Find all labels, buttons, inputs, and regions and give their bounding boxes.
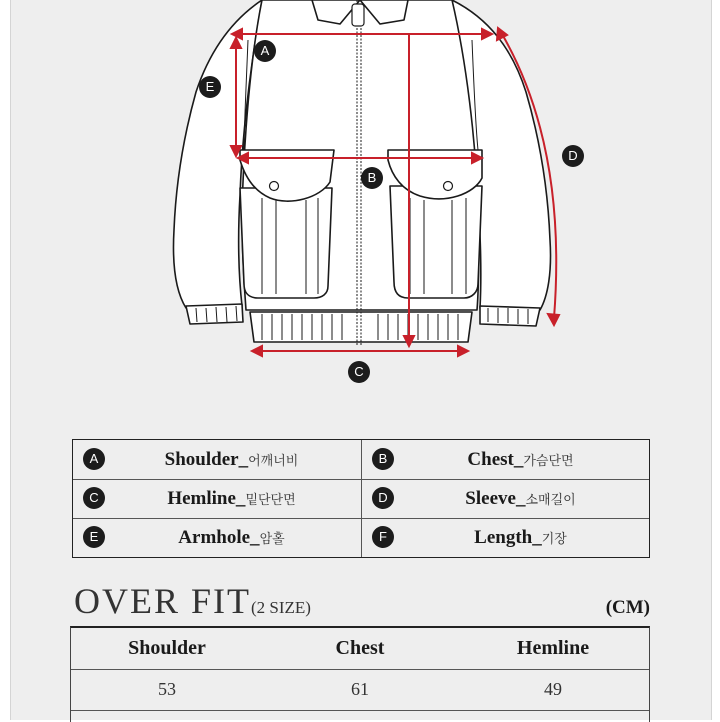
legend-ko-hemline: 밑단단면 bbox=[245, 493, 296, 508]
legend-row bbox=[73, 518, 649, 557]
fit-title-text: OVER FIT bbox=[74, 581, 251, 621]
fit-subtitle: (2 SIZE) bbox=[251, 598, 311, 617]
right-cuff bbox=[480, 306, 540, 326]
marker-c: C bbox=[348, 361, 370, 383]
unit-label: (CM) bbox=[605, 597, 650, 618]
fit-title bbox=[74, 580, 311, 622]
legend-key-b: B bbox=[372, 448, 394, 470]
legend-row bbox=[73, 440, 649, 480]
legend-label-length: Length_ bbox=[474, 527, 542, 548]
legend-key-a: A bbox=[83, 448, 105, 470]
measurement-legend bbox=[72, 439, 650, 558]
marker-e: E bbox=[199, 76, 221, 98]
legend-cell-shoulder bbox=[73, 440, 360, 479]
legend-cell-chest bbox=[361, 440, 649, 479]
legend-key-c: C bbox=[83, 487, 105, 509]
marker-d: D bbox=[562, 145, 584, 167]
legend-ko-sleeve: 소매길이 bbox=[525, 493, 576, 508]
marker-a: A bbox=[254, 40, 276, 62]
legend-ko-chest: 가슴단면 bbox=[523, 454, 574, 469]
legend-cell-hemline bbox=[73, 479, 360, 518]
legend-label-chest: Chest_ bbox=[467, 449, 524, 470]
marker-b: B bbox=[361, 167, 383, 189]
left-cuff bbox=[186, 304, 243, 324]
size-table bbox=[70, 626, 650, 722]
value-hemline: 49 bbox=[544, 679, 562, 699]
legend-key-e: E bbox=[83, 526, 105, 548]
legend-label-shoulder: Shoulder_ bbox=[164, 449, 249, 470]
header-chest: Chest bbox=[335, 637, 385, 659]
legend-cell-armhole bbox=[73, 518, 360, 557]
legend-label-hemline: Hemline_ bbox=[167, 488, 246, 509]
legend-key-d: D bbox=[372, 487, 394, 509]
header-shoulder: Shoulder bbox=[128, 637, 206, 659]
size-table-header bbox=[71, 628, 649, 670]
legend-cell-length bbox=[361, 518, 649, 557]
legend-key-f: F bbox=[372, 526, 394, 548]
right-pocket bbox=[390, 186, 482, 298]
legend-label-armhole: Armhole_ bbox=[178, 527, 260, 548]
legend-ko-shoulder: 어깨너비 bbox=[248, 454, 299, 469]
value-shoulder: 53 bbox=[158, 679, 176, 699]
value-chest: 61 bbox=[351, 679, 369, 699]
table-row bbox=[71, 669, 649, 711]
legend-ko-length: 기장 bbox=[541, 532, 567, 547]
header-hemline: Hemline bbox=[516, 637, 590, 659]
legend-ko-armhole: 암홀 bbox=[259, 532, 285, 547]
legend-cell-sleeve bbox=[361, 479, 649, 518]
legend-label-sleeve: Sleeve_ bbox=[465, 488, 526, 509]
legend-row bbox=[73, 479, 649, 519]
